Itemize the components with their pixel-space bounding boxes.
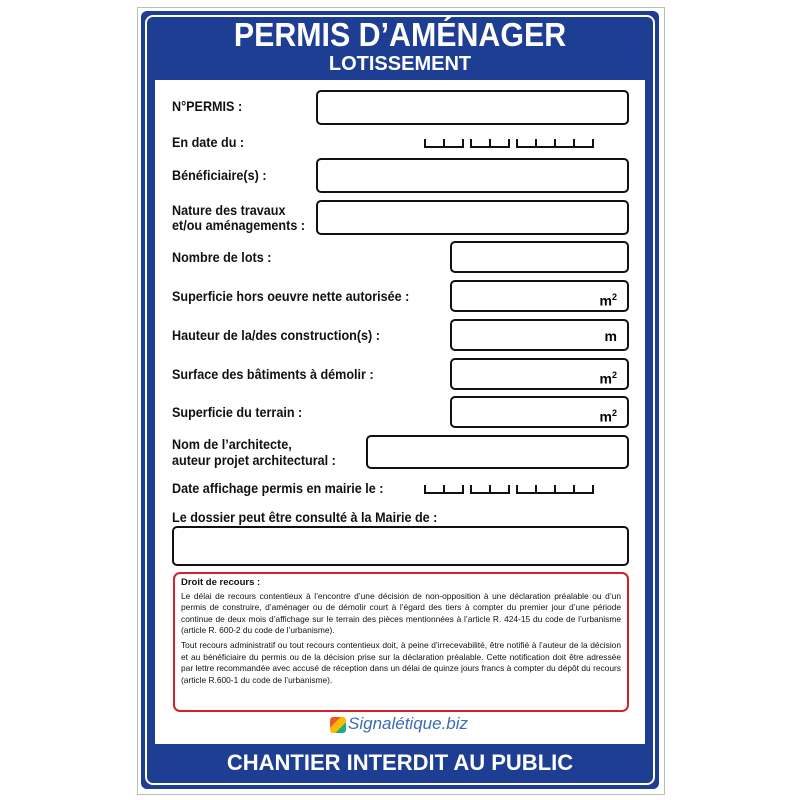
footer-warning: CHANTIER INTERDIT AU PUBLIC [226,750,574,775]
label-superficie-terrain: Superficie du terrain : [172,404,303,420]
mairie-field[interactable] [172,526,629,566]
label-permis: N°PERMIS : [172,98,243,114]
nature-field[interactable] [316,200,629,235]
unit-m2: m [599,292,612,309]
date-affichage-field[interactable] [424,485,592,494]
lots-field[interactable] [450,241,629,273]
architecte-field[interactable] [366,435,629,469]
unit-m2: m [599,408,612,425]
sign-subtitle: LOTISSEMENT [328,53,472,75]
unit-sq: 2 [611,408,617,418]
legal-notice [173,572,629,712]
surface-demolir-field[interactable] [450,358,629,390]
legal-paragraph-2: Tout recours administratif ou tout recours contentieux doit, à peine d’irrecevabilité, être notifié à l’auteur de la décision et au bénéficiaire du permis ou de la décision prise sur la déclaration préalable. Cette notification doit être adressée par lettre recommandée avec accusé de réception dans un délai de quinze jours francs à compter du dépôt du recours (article R.600-1 du code de l’urbanisme). [181,639,621,685]
unit-sq: 2 [611,292,617,302]
brand-logo [330,714,480,740]
hauteur-field[interactable] [450,319,629,351]
beneficiaire-field[interactable] [316,158,629,193]
date-field[interactable] [424,139,592,148]
label-nature-1: Nature des travaux [172,202,286,218]
label-architecte-1: Nom de l’architecte, [172,436,292,452]
label-date: En date du : [172,134,245,150]
label-surface-demolir: Surface des bâtiments à démolir : [172,366,374,382]
superficie-terrain-field[interactable] [450,396,629,428]
label-lots: Nombre de lots : [172,249,272,265]
label-beneficiaire: Bénéficiaire(s) : [172,167,267,183]
label-superficie-hon: Superficie hors oeuvre nette autorisée : [172,288,410,304]
label-hauteur: Hauteur de la/des construction(s) : [172,327,380,343]
label-date-affichage: Date affichage permis en mairie le : [172,480,384,496]
label-architecte-2: auteur projet architectural : [172,452,336,468]
legal-paragraph-1: Le délai de recours contentieux à l’encontre d’une décision de non-opposition à une déclaration préalable ou d’un permis de construire, d’aménager ou de démolir court à l’égard des tiers à compter du premier jour d’une période continue de deux mois d’affichage sur le terrain des pièces mentionnées à l’article R. 424-15 du code de l’urbanisme (article R. 600-2 du code de l’urbanisme). [181,590,621,636]
permis-field[interactable] [316,90,629,125]
sign-title: PERMIS D’AMÉNAGER [233,16,567,53]
unit-m2: m [599,370,612,387]
label-nature-2: et/ou aménagements : [172,217,306,233]
unit-m: m [604,328,617,344]
unit-sq: 2 [611,370,617,380]
logo-text: Signalétique.biz [348,714,469,733]
legal-title: Droit de recours : [181,577,261,588]
superficie-hon-field[interactable] [450,280,629,312]
label-dossier: Le dossier peut être consulté à la Mairie de : [172,509,438,525]
logo-icon [330,717,346,733]
